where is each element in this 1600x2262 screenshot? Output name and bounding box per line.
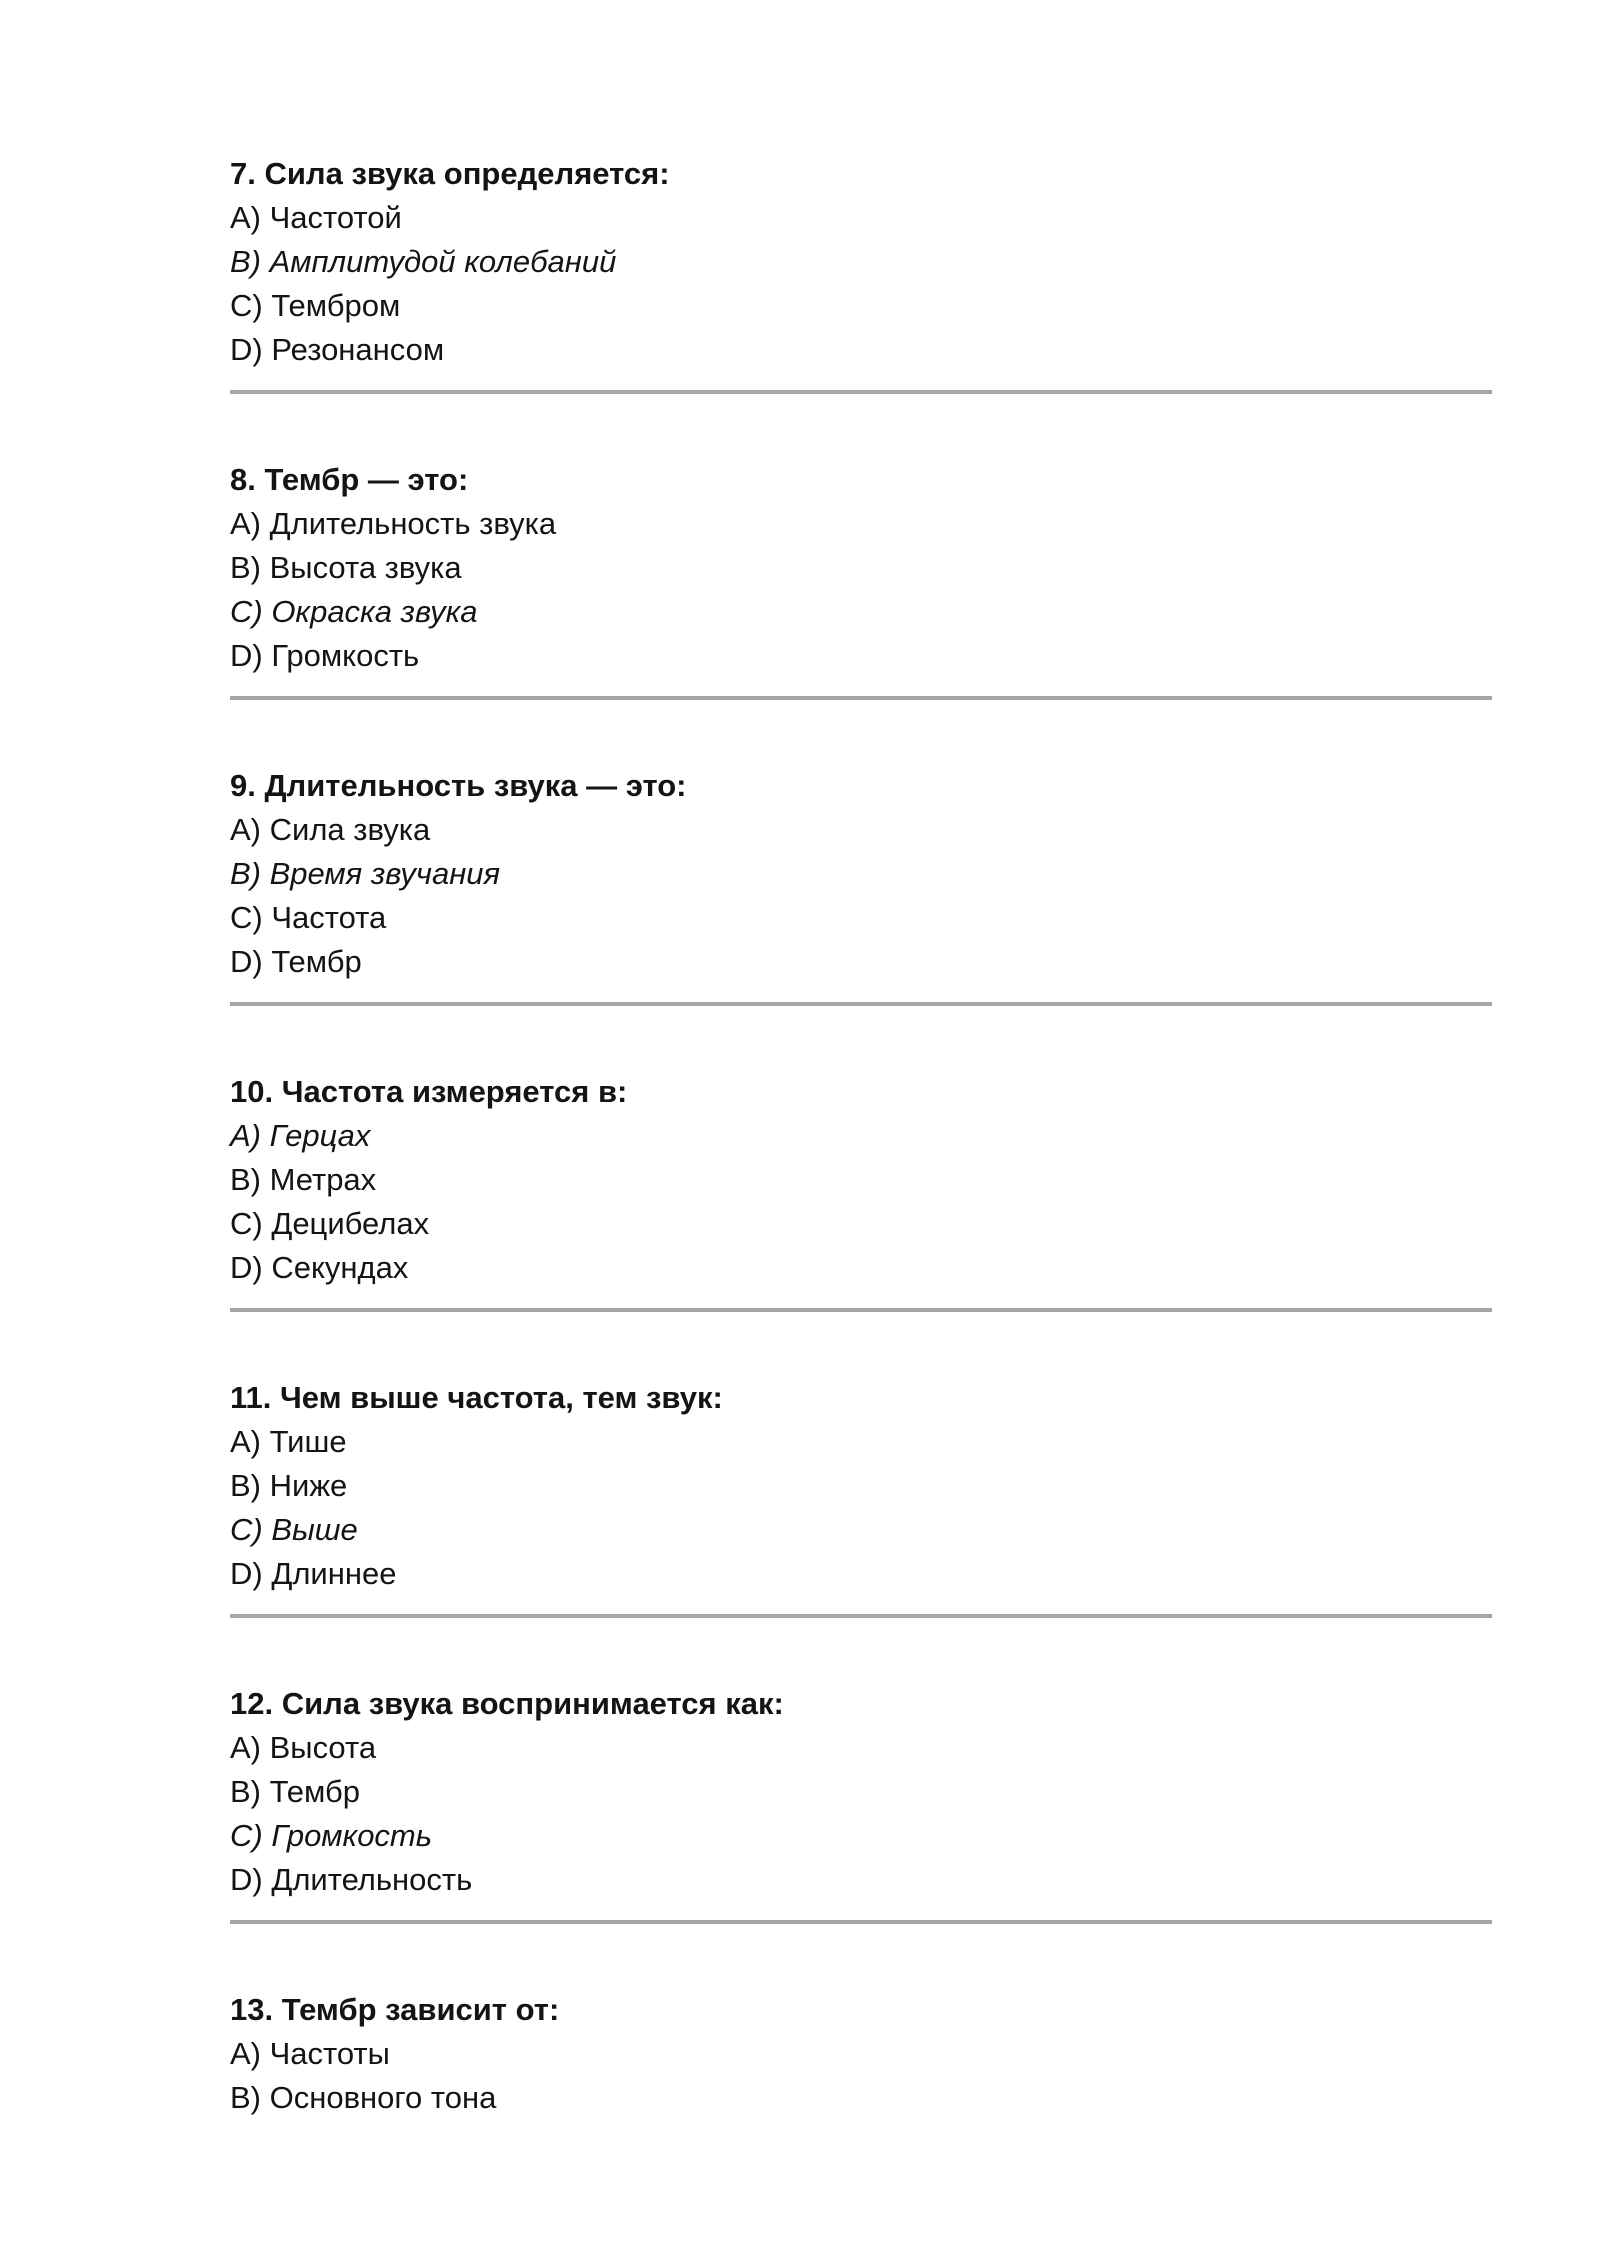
- question-title: 9. Длительность звука — это:: [230, 768, 687, 803]
- answer-option-d: D) Длительность: [230, 1862, 473, 1897]
- question-divider: [230, 696, 1492, 700]
- answer-option-a: A) Частотой: [230, 200, 402, 235]
- answer-option-b: B) Ниже: [230, 1468, 348, 1503]
- question-divider: [230, 1920, 1492, 1924]
- answer-option-d: D) Длиннее: [230, 1556, 397, 1591]
- answer-option-a-correct: A) Герцах: [230, 1118, 371, 1153]
- answer-option-b-correct: B) Амплитудой колебаний: [230, 244, 617, 279]
- question-8: [230, 458, 1492, 678]
- question-divider: [230, 390, 1492, 394]
- answer-option-c-correct: C) Окраска звука: [230, 594, 478, 629]
- question-title: 7. Сила звука определяется:: [230, 156, 670, 191]
- question-divider: [230, 1614, 1492, 1618]
- question-9: [230, 764, 1492, 984]
- answer-option-b: B) Высота звука: [230, 550, 462, 585]
- question-11: [230, 1376, 1492, 1596]
- answer-option-b: B) Основного тона: [230, 2080, 497, 2115]
- question-title: 8. Тембр — это:: [230, 462, 469, 497]
- question-7: [230, 152, 1492, 372]
- question-divider: [230, 1002, 1492, 1006]
- answer-option-d: D) Резонансом: [230, 332, 445, 367]
- question-title: 13. Тембр зависит от:: [230, 1992, 560, 2027]
- answer-option-a: A) Высота: [230, 1730, 377, 1765]
- answer-option-d: D) Секундах: [230, 1250, 409, 1285]
- answer-option-a: A) Сила звука: [230, 812, 431, 847]
- answer-option-d: D) Тембр: [230, 944, 362, 979]
- answer-option-c: C) Децибелах: [230, 1206, 430, 1241]
- question-13: [230, 1988, 1492, 2120]
- question-title: 11. Чем выше частота, тем звук:: [230, 1380, 723, 1415]
- question-12: [230, 1682, 1492, 1902]
- answer-option-c: C) Частота: [230, 900, 387, 935]
- question-divider: [230, 1308, 1492, 1312]
- answer-option-b: B) Метрах: [230, 1162, 377, 1197]
- answer-option-c: C) Тембром: [230, 288, 401, 323]
- answer-option-a: A) Тише: [230, 1424, 347, 1459]
- question-title: 10. Частота измеряется в:: [230, 1074, 628, 1109]
- question-10: [230, 1070, 1492, 1290]
- answer-option-b: B) Тембр: [230, 1774, 361, 1809]
- answer-option-a: A) Длительность звука: [230, 506, 557, 541]
- question-title: 12. Сила звука воспринимается как:: [230, 1686, 784, 1721]
- answer-option-c-correct: C) Выше: [230, 1512, 358, 1547]
- answer-option-a: A) Частоты: [230, 2036, 390, 2071]
- answer-option-b-correct: B) Время звучания: [230, 856, 501, 891]
- answer-option-c-correct: C) Громкость: [230, 1818, 433, 1853]
- answer-option-d: D) Громкость: [230, 638, 420, 673]
